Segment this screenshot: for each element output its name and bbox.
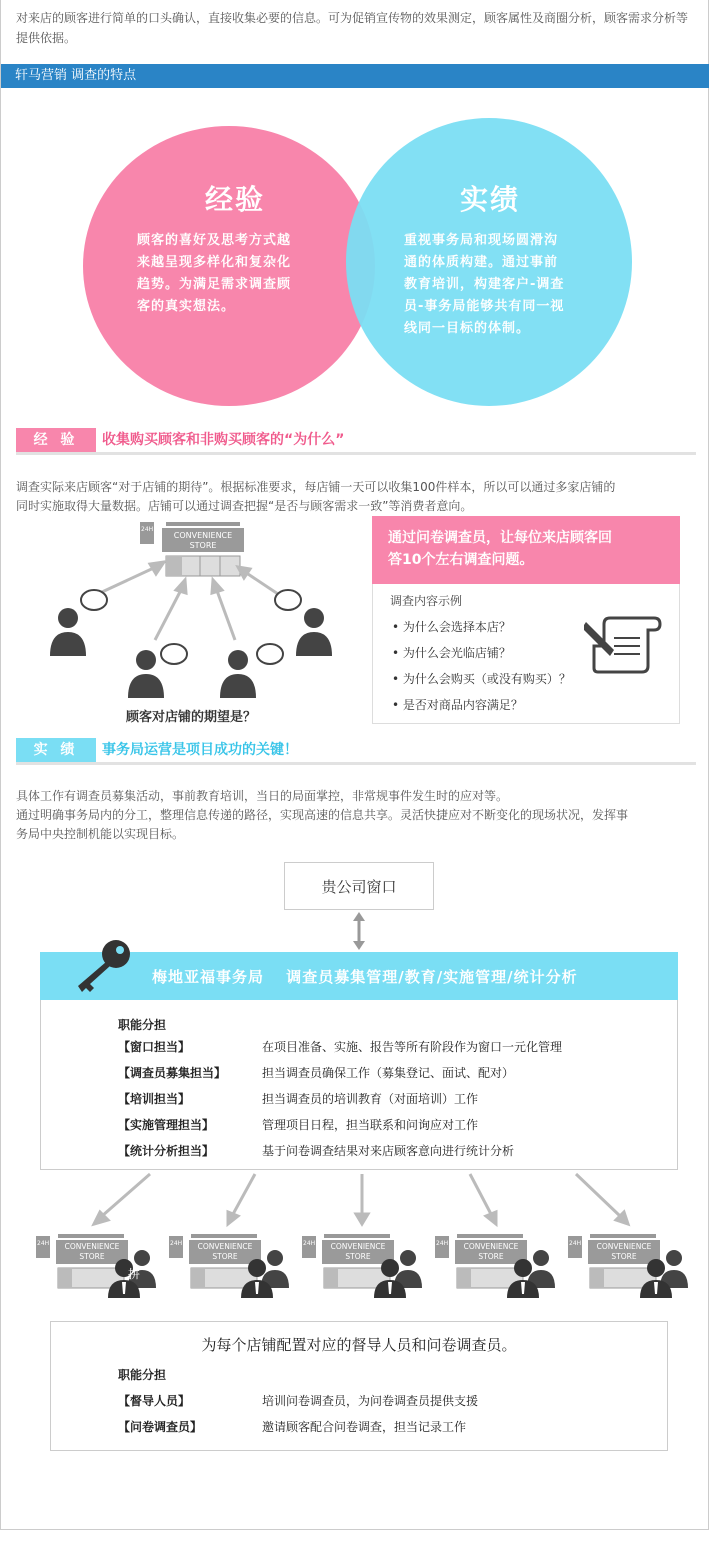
office-roles-title: 职能分担 bbox=[118, 1018, 167, 1032]
section1-paragraph: 调查实际来店顾客“对于店铺的期待”。根据标准要求，每店铺一天可以收集100件样本，所以可以通过多家店铺的 同时实施取得大量数据。店铺可以通过调查把握“是否与顾客需求一致”等消费者意向。 bbox=[16, 480, 616, 513]
office-role-desc: 基于问卷调查结果对来店顾客意向进行统计分析 bbox=[262, 1144, 515, 1158]
store-with-staff bbox=[302, 1234, 422, 1298]
store-badge: 24H bbox=[303, 1240, 316, 1247]
office-role-label: 【统计分析担当】 bbox=[118, 1144, 215, 1158]
store-sign-line1: CONVENIENCE bbox=[197, 1242, 253, 1251]
store-badge: 24H bbox=[170, 1240, 183, 1247]
office-role-desc: 在项目准备、实施、报告等所有阶段作为窗口一元化管理 bbox=[262, 1040, 563, 1054]
office-role-desc: 担当调查员的培训教育（对面培训）工作 bbox=[262, 1092, 479, 1106]
section2-tag: 实 绩 bbox=[16, 738, 96, 762]
features-banner: 轩马营销 调查的特点 bbox=[1, 64, 709, 88]
survey-question: • 为什么会光临店铺？ bbox=[392, 646, 511, 660]
section1-divider bbox=[16, 452, 696, 455]
speech-bubbles bbox=[81, 590, 301, 664]
store-sign-line1: CONVENIENCE bbox=[173, 531, 233, 540]
intro-text: 对来店的顾客进行简单的口头确认，直接收集必要的信息。可为促销宣传物的效果测定，顾客属性及商圈分析，顾客需求分析等提供依据。 bbox=[16, 11, 689, 45]
results-text: 重视事务局和现场圆滑沟 通的体质构建。通过事前 教育培训，构建客户-调查 员-事务局能够共有同一视 线同一目标的体制。 bbox=[404, 233, 565, 336]
store-staff-title: 为每个店铺配置对应的督导人员和问卷调查员。 bbox=[201, 1336, 517, 1354]
illustration-caption: 顾客对店铺的期望是？ bbox=[126, 710, 257, 725]
section2-title: 事务局运营是项目成功的关键！ bbox=[102, 742, 298, 758]
section1-title: 收集购买顾客和非购买顾客的“为什么” bbox=[102, 432, 345, 448]
section2-paragraph: 具体工作有调查员募集活动，事前教育培训，当日的局面掌控，非常规事件发生时的应对等。 通过明确事务局内的分工，整理信息传递的路径，实现高速的信息共享。灵活快捷应对不断变化的现场状况，发挥事 务局中央控制机能以实现目标。 bbox=[16, 789, 629, 841]
store-badge: 24H bbox=[436, 1240, 449, 1247]
distribution-arrows bbox=[80, 1172, 640, 1228]
survey-question: • 为什么会选择本店？ bbox=[392, 620, 511, 634]
staff-icon bbox=[248, 1259, 266, 1277]
double-arrow-icon bbox=[350, 912, 368, 950]
store-badge: 24H bbox=[37, 1240, 50, 1247]
store-overlay-char: 拼 bbox=[128, 1267, 141, 1281]
key-icon bbox=[72, 936, 136, 998]
office-role-label: 【调查员募集担当】 bbox=[118, 1066, 227, 1080]
staff-icon bbox=[514, 1259, 532, 1277]
store-sign-line1: CONVENIENCE bbox=[463, 1242, 519, 1251]
store-sign-line1: CONVENIENCE bbox=[596, 1242, 652, 1251]
experience-text: 顾客的喜好及思考方式越 来越呈现多样化和复杂化 趋势。为满足需求调查顾 客的真实想法。 bbox=[137, 233, 292, 314]
results-title: 实绩 bbox=[459, 183, 520, 216]
store-sign-line2: STORE bbox=[478, 1252, 504, 1261]
store-sign-line2: STORE bbox=[345, 1252, 371, 1261]
survey-question: • 为什么会购买（或没有购买）？ bbox=[392, 672, 571, 686]
store-role-desc: 邀请顾客配合问卷调查，担当记录工作 bbox=[262, 1420, 467, 1434]
staff-icon bbox=[647, 1259, 665, 1277]
survey-question: • 是否对商品内容满足？ bbox=[392, 698, 523, 712]
store-sign-line2: STORE bbox=[212, 1252, 238, 1261]
store-sign-line1: CONVENIENCE bbox=[64, 1242, 120, 1251]
staff-icon bbox=[381, 1259, 399, 1277]
store-with-staff bbox=[36, 1234, 156, 1298]
store-sign-line1: CONVENIENCE bbox=[330, 1242, 386, 1251]
store-badge: 24H bbox=[569, 1240, 582, 1247]
store-role-label: 【督导人员】 bbox=[118, 1394, 191, 1408]
office-role-desc: 管理项目日程，担当联系和问询应对工作 bbox=[262, 1118, 479, 1132]
office-role-desc: 担当调查员确保工作（募集登记、面试、配对） bbox=[262, 1066, 515, 1080]
store-sign-line2: STORE bbox=[79, 1252, 105, 1261]
store-with-staff bbox=[568, 1234, 688, 1298]
section2-divider bbox=[16, 762, 696, 765]
office-role-label: 【实施管理担当】 bbox=[118, 1118, 215, 1132]
section1-tag: 经 验 bbox=[16, 428, 96, 452]
staff-icon bbox=[134, 1250, 150, 1266]
client-window-box: 贵公司窗口 bbox=[284, 862, 434, 910]
store-roles-title: 职能分担 bbox=[118, 1368, 167, 1382]
customer-icons bbox=[50, 608, 332, 698]
store-with-staff bbox=[169, 1234, 289, 1298]
survey-examples-title: 调查内容示例 bbox=[390, 594, 463, 608]
store-role-label: 【问卷调查员】 bbox=[118, 1420, 203, 1434]
survey-box-header: 通过问卷调查员，让每位来店顾客回 答10个左右调查问题。 bbox=[372, 516, 680, 584]
staff-icon bbox=[400, 1250, 416, 1266]
office-title: 梅地亚福事务局 调查员募集管理/教育/实施管理/统计分析 bbox=[152, 968, 578, 986]
staff-icon bbox=[267, 1250, 283, 1266]
store-sign-line2: STORE bbox=[189, 541, 217, 550]
staff-icon bbox=[533, 1250, 549, 1266]
office-role-label: 【培训担当】 bbox=[118, 1092, 191, 1106]
store-with-staff bbox=[435, 1234, 555, 1298]
stores-row bbox=[36, 1232, 696, 1304]
office-role-label: 【窗口担当】 bbox=[118, 1040, 191, 1054]
store-sign-line2: STORE bbox=[611, 1252, 637, 1261]
questionnaire-icon bbox=[584, 616, 664, 676]
experience-title: 经验 bbox=[204, 183, 265, 216]
store-badge: 24H bbox=[141, 526, 154, 533]
staff-icon bbox=[666, 1250, 682, 1266]
store-customers-illustration bbox=[40, 522, 340, 702]
store-role-desc: 培训问卷调查员，为问卷调查员提供支援 bbox=[262, 1394, 479, 1408]
